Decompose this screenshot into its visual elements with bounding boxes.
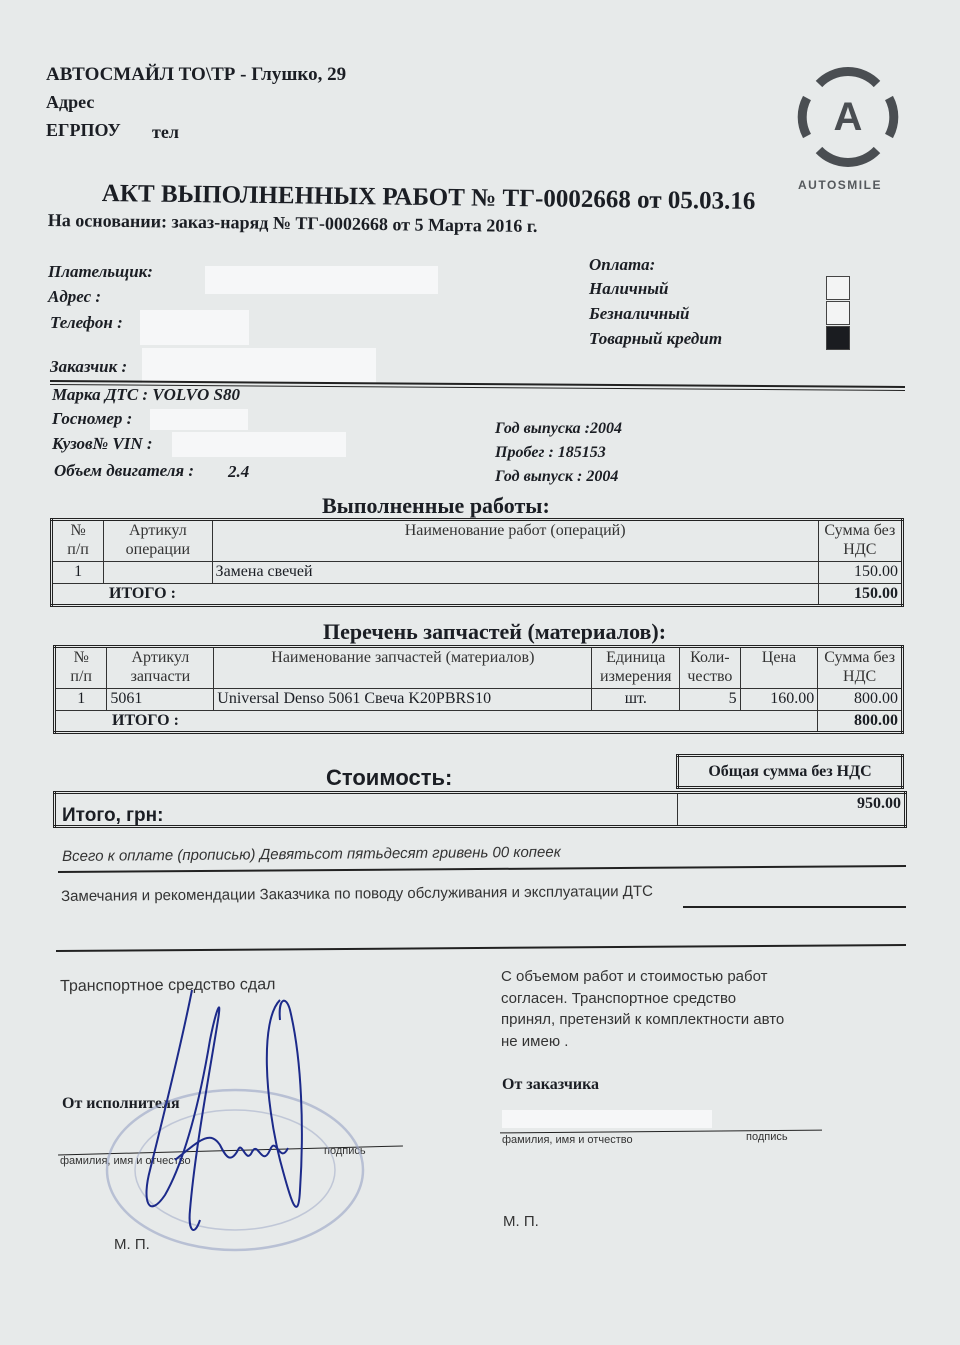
agreement-line: согласен. Транспортное средство	[501, 989, 737, 1007]
vin-label: Кузов№ VIN :	[52, 434, 153, 453]
redacted-vin	[172, 432, 346, 457]
cost-total-label: Итого, грн:	[55, 793, 678, 827]
col-qty-sub: чество	[687, 668, 733, 685]
executor-signature-icon	[130, 980, 330, 1245]
table-row	[52, 562, 903, 584]
col-price: Цена	[740, 647, 818, 689]
vehicle-make: Марка ДТС : VOLVO S80	[52, 385, 241, 404]
cost-col-header: Общая сумма без НДС	[678, 756, 903, 788]
customer-side-label: От заказчика	[502, 1076, 600, 1093]
payer-label: Плательщик:	[48, 262, 153, 281]
redacted-customer	[142, 348, 376, 383]
row-price: 160.00	[740, 689, 818, 711]
row-sum: 150.00	[818, 562, 902, 584]
cost-total-value: 950.00	[678, 793, 906, 827]
customer-signature-caption: подпись	[746, 1131, 788, 1143]
payment-credit-label: Товарный кредит	[589, 329, 723, 348]
parts-total-row	[55, 711, 903, 733]
agreement-line: не имею .	[501, 1032, 569, 1050]
col-unit-sub: измерения	[600, 668, 672, 685]
org-name: АВТОСМАЙЛ ТО\ТР - Глушко, 29	[46, 64, 347, 85]
vehicle-handed-label: Транспортное средство сдал	[60, 976, 276, 995]
payment-credit-checkbox[interactable]	[826, 326, 850, 350]
parts-total-label: ИТОГО :	[55, 711, 818, 733]
payer-phone-label: Телефон :	[50, 313, 123, 332]
col-num: №	[73, 649, 89, 666]
works-header-row	[52, 520, 903, 562]
divider-line	[56, 944, 906, 952]
org-address-label: Адрес	[46, 92, 95, 112]
parts-title: Перечень запчастей (материалов):	[323, 619, 667, 644]
col-num: №	[70, 522, 86, 539]
customer-fio-caption: фамилия, имя и отчество	[502, 1134, 633, 1146]
executor-fio-caption: фамилия, имя и отчество	[60, 1155, 191, 1167]
works-title: Выполненные работы:	[322, 493, 550, 518]
divider-line	[58, 865, 906, 873]
row-num: 1	[52, 562, 104, 584]
logo-letter: A	[833, 95, 863, 139]
amount-in-words: Всего к оплате (прописью) Девятьсот пятьдесят гривень 00 копеек	[62, 843, 561, 865]
col-article: Артикул	[128, 522, 187, 539]
logo-text: AUTOSMILE	[798, 178, 882, 192]
basis-line: На основании: заказ-наряд № ТГ-0002668 от 5 Марта 2016 г.	[47, 210, 538, 236]
col-sum: Сумма без	[824, 649, 896, 666]
parts-table	[53, 645, 904, 734]
col-part-name: Наименование запчастей (материалов)	[214, 647, 592, 689]
col-sum: Сумма без	[824, 522, 896, 539]
row-num: 1	[55, 689, 107, 711]
payment-cashless-label: Безналичный	[589, 304, 690, 323]
plate-label: Госномер :	[52, 409, 133, 428]
org-edrpou-label: ЕГРПОУ	[46, 120, 121, 140]
works-total-label: ИТОГО :	[52, 584, 819, 606]
year-of-manufacture: Год выпуска :2004	[495, 420, 622, 437]
row-article	[104, 562, 212, 584]
col-num-sub: п/п	[67, 541, 89, 558]
parts-total-value: 800.00	[818, 711, 903, 733]
table-row	[55, 689, 903, 711]
engine-value: 2.4	[228, 462, 250, 481]
cost-title: Стоимость:	[326, 765, 453, 790]
payment-cash-checkbox[interactable]	[826, 276, 850, 300]
row-qty: 5	[680, 689, 740, 711]
row-sum: 800.00	[818, 689, 903, 711]
agreement-line: принял, претензий к комплектности авто	[501, 1011, 785, 1028]
works-total-value: 150.00	[818, 584, 902, 606]
year-of-manufacture-2: Год выпуск : 2004	[495, 468, 619, 485]
payment-cash-label: Наличный	[589, 279, 669, 298]
col-work-name: Наименование работ (операций)	[212, 520, 818, 562]
row-part-name: Universal Denso 5061 Свеча K20PBRS10	[214, 689, 592, 711]
works-total-row	[52, 584, 903, 606]
redacted-customer-name	[502, 1110, 712, 1128]
page-title: АКТ ВЫПОЛНЕННЫХ РАБОТ № ТГ-0002668 от 05.03.16	[101, 180, 756, 215]
col-qty: Коли-	[690, 649, 730, 666]
redacted-plate	[150, 409, 248, 430]
divider-line	[683, 906, 906, 908]
org-phone-label: тел	[152, 122, 179, 142]
redacted-payer	[205, 266, 438, 294]
executor-seal-label: М. П.	[114, 1236, 150, 1253]
col-num-sub: п/п	[70, 668, 92, 685]
col-unit: Единица	[606, 649, 666, 666]
agreement-line: С объемом работ и стоимостью работ	[501, 968, 768, 985]
row-unit: шт.	[592, 689, 680, 711]
payer-address-label: Адрес :	[48, 287, 102, 306]
customer-seal-label: М. П.	[503, 1213, 539, 1230]
col-sum-sub: НДС	[843, 668, 877, 685]
mileage: Пробег : 185153	[495, 444, 606, 461]
customer-label: Заказчик :	[50, 357, 128, 376]
autosmile-logo-icon	[795, 62, 901, 170]
row-work-name: Замена свечей	[212, 562, 818, 584]
payment-cashless-checkbox[interactable]	[826, 301, 850, 325]
cost-header-table	[676, 754, 904, 789]
cost-table	[53, 791, 907, 828]
payment-label: Оплата:	[589, 255, 656, 274]
col-article-sub: операции	[125, 541, 191, 558]
parts-header-row	[55, 647, 903, 689]
col-article: Артикул	[131, 649, 190, 666]
row-article: 5061	[107, 689, 214, 711]
remarks: Замечания и рекомендации Заказчика по поводу обслуживания и эксплуатации ДТС	[61, 882, 653, 905]
executor-label: От исполнителя	[62, 1095, 180, 1112]
engine-label: Объем двигателя :	[54, 461, 195, 480]
col-sum-sub: НДС	[843, 541, 877, 558]
col-article-sub: запчасти	[130, 668, 191, 685]
redacted-phone	[140, 310, 249, 345]
customer-agreement	[501, 966, 784, 1052]
executor-signature-caption: подпись	[324, 1145, 366, 1157]
works-table	[50, 518, 904, 607]
